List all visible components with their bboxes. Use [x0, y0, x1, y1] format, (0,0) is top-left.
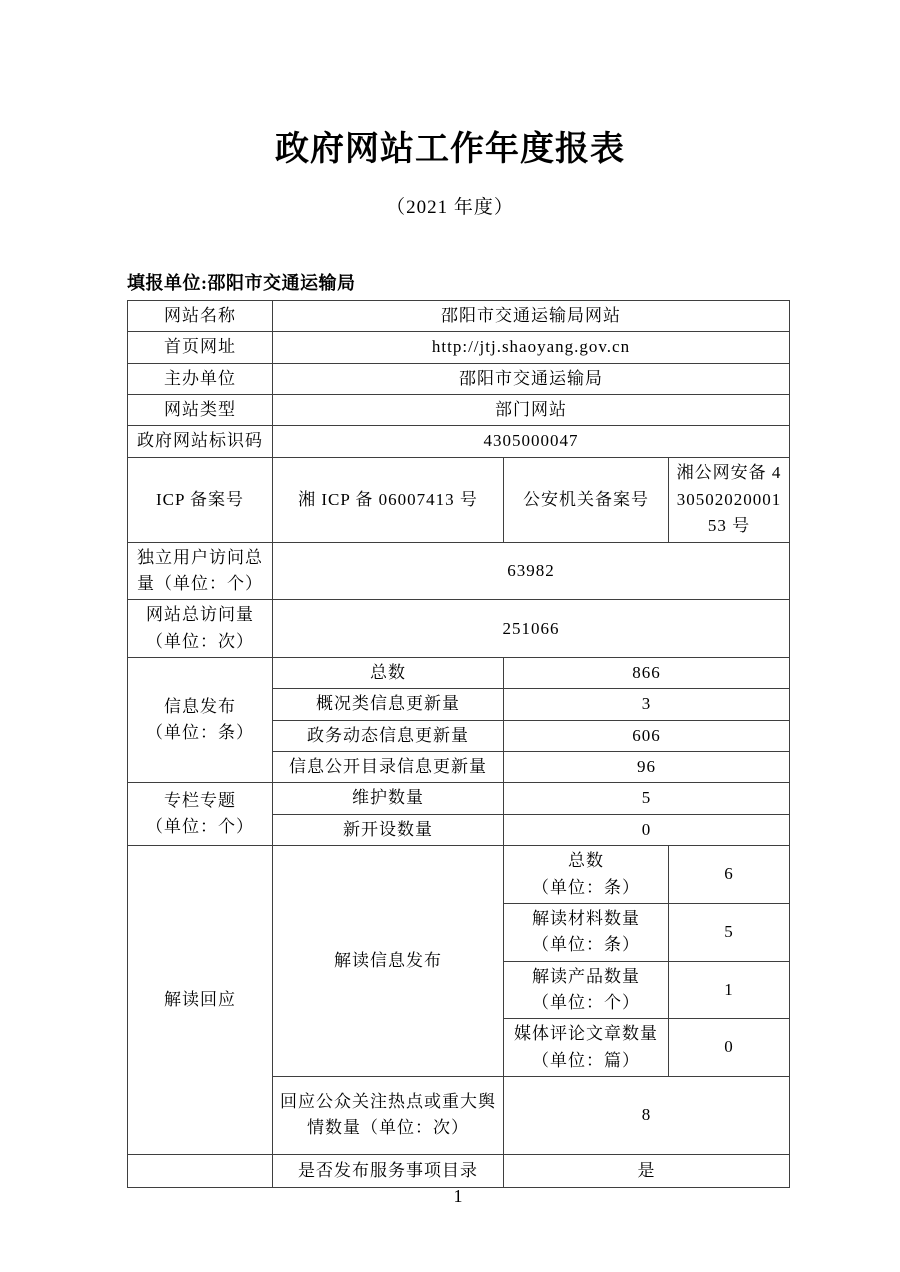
- info-publish-dynamic-label: 政务动态信息更新量: [273, 720, 504, 751]
- interp-product-label: [504, 961, 669, 1019]
- row-site-name: [128, 301, 790, 332]
- unique-visitors-label: 独立用户访问总量（单位：个）: [128, 542, 273, 600]
- info-publish-total-value: 866: [504, 658, 790, 689]
- service-catalog-label: 是否发布服务事项目录: [273, 1154, 504, 1187]
- site-code-label: 政府网站标识码: [128, 426, 273, 457]
- site-name-label: 网站名称: [128, 301, 273, 332]
- service-catalog-empty-cell: [128, 1154, 273, 1187]
- site-type-label: 网站类型: [128, 395, 273, 426]
- interp-media-unit: （单位：篇）: [532, 1050, 640, 1070]
- interp-media-value: 0: [669, 1019, 790, 1077]
- info-publish-overview-value: 3: [504, 689, 790, 720]
- row-home-url: [128, 332, 790, 363]
- sponsor-unit-value: 邵阳市交通运输局: [273, 363, 790, 394]
- site-name-value: 邵阳市交通运输局网站: [273, 301, 790, 332]
- row-special-maintained: [128, 783, 790, 814]
- info-publish-group-label: [128, 658, 273, 783]
- hotspot-response-label: 回应公众关注热点或重大舆情数量（单位：次）: [273, 1076, 504, 1154]
- row-site-type: [128, 395, 790, 426]
- info-publish-overview-label: 概况类信息更新量: [273, 689, 504, 720]
- special-columns-group-label: [128, 783, 273, 846]
- hotspot-response-value: 8: [504, 1076, 790, 1154]
- site-type-value: 部门网站: [273, 395, 790, 426]
- total-visits-value: 251066: [273, 600, 790, 658]
- police-record-label: 公安机关备案号: [504, 457, 669, 542]
- interp-publish-label: 解读信息发布: [273, 846, 504, 1077]
- interp-material-label: [504, 903, 669, 961]
- info-publish-group-unit: （单位：条）: [146, 723, 254, 743]
- home-url-label: 首页网址: [128, 332, 273, 363]
- sponsor-unit-label: 主办单位: [128, 363, 273, 394]
- special-new-label: 新开设数量: [273, 814, 504, 845]
- interp-total-unit: （单位：条）: [532, 877, 640, 897]
- interp-material-value: 5: [669, 903, 790, 961]
- special-columns-group-title: 专栏专题: [164, 790, 236, 810]
- total-visits-label: 网站总访问量（单位：次）: [128, 600, 273, 658]
- icp-value: 湘 ICP 备 06007413 号: [273, 457, 504, 542]
- police-record-value: 湘公网安备 43050202000153 号: [669, 457, 790, 542]
- special-columns-group-unit: （单位：个）: [146, 817, 254, 837]
- row-total-visits: [128, 600, 790, 658]
- interp-product-unit: （单位：个）: [532, 992, 640, 1012]
- interp-product-title: 解读产品数量: [532, 966, 640, 986]
- info-publish-total-label: 总数: [273, 658, 504, 689]
- site-code-value: 4305000047: [273, 426, 790, 457]
- interp-media-label: [504, 1019, 669, 1077]
- icp-label: ICP 备案号: [128, 457, 273, 542]
- home-url-value: http://jtj.shaoyang.gov.cn: [273, 332, 790, 363]
- row-site-code: [128, 426, 790, 457]
- interp-total-value: 6: [669, 846, 790, 904]
- annual-report-table: [127, 300, 790, 1188]
- info-publish-group-title: 信息发布: [164, 696, 236, 716]
- unique-visitors-value: 63982: [273, 542, 790, 600]
- interp-product-value: 1: [669, 961, 790, 1019]
- info-publish-catalog-value: 96: [504, 752, 790, 783]
- info-publish-dynamic-value: 606: [504, 720, 790, 751]
- row-interp-total: [128, 846, 790, 904]
- page-title: 政府网站工作年度报表: [275, 130, 625, 168]
- info-publish-catalog-label: 信息公开目录信息更新量: [273, 752, 504, 783]
- page-number: 1: [453, 1186, 463, 1206]
- row-service-catalog: [128, 1154, 790, 1187]
- interp-material-title: 解读材料数量: [532, 908, 640, 928]
- service-catalog-value: 是: [504, 1154, 790, 1187]
- special-maintained-value: 5: [504, 783, 790, 814]
- row-unique-visitors: [128, 542, 790, 600]
- row-icp: [128, 457, 790, 542]
- interp-total-title: 总数: [568, 851, 604, 871]
- interp-material-unit: （单位：条）: [532, 935, 640, 955]
- row-info-publish-total: [128, 658, 790, 689]
- interp-total-label: [504, 846, 669, 904]
- interpretation-group-label: 解读回应: [128, 846, 273, 1155]
- page-subtitle: （2021 年度）: [386, 197, 514, 218]
- interp-media-title: 媒体评论文章数量: [514, 1024, 658, 1044]
- row-sponsor-unit: [128, 363, 790, 394]
- special-maintained-label: 维护数量: [273, 783, 504, 814]
- special-new-value: 0: [504, 814, 790, 845]
- reporting-unit-label: 填报单位:邵阳市交通运输局: [127, 273, 356, 293]
